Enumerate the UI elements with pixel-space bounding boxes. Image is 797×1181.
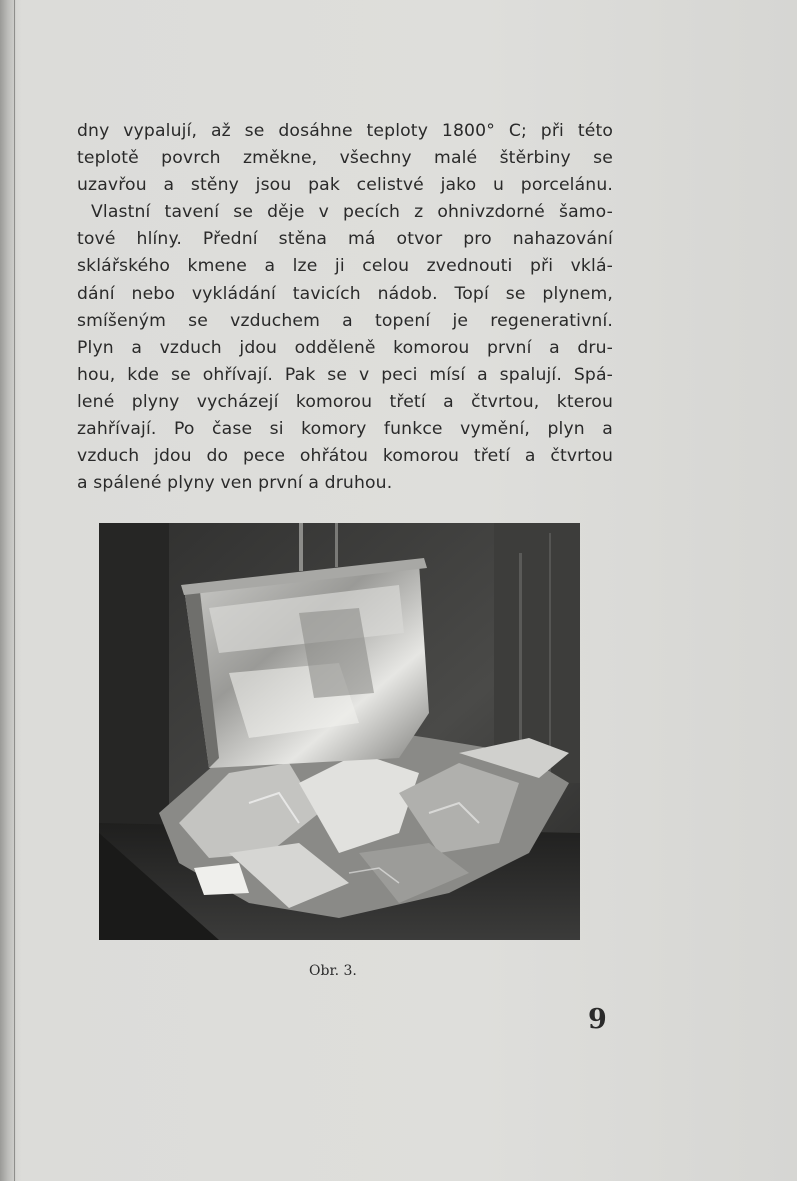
text-line: hou, kde se ohřívají. Pak se v peci mísí a spalují. Spá- bbox=[77, 364, 613, 385]
text-line: a spálené plyny ven první a druhou. bbox=[77, 473, 393, 494]
text-line: Plyn a vzduch jdou odděleně komorou první a dru- bbox=[77, 337, 613, 358]
text-line: lené plyny vycházejí komorou třetí a čtvrtou, kterou bbox=[77, 391, 613, 412]
page-number: 9 bbox=[588, 1004, 607, 1035]
text-line: dny vypalují, až se dosáhne teploty 1800° C; při této bbox=[77, 121, 613, 141]
body-text bbox=[77, 118, 613, 497]
text-line: Vlastní tavení se děje v pecích z ohnivzdorné šamo- bbox=[91, 202, 613, 223]
glass-melt-photograph bbox=[99, 523, 580, 940]
text-line: sklářského kmene a lze ji celou zvednouti při vklá- bbox=[77, 256, 613, 277]
text-line: tové hlíny. Přední stěna má otvor pro nahazování bbox=[77, 229, 613, 250]
binding-edge-line bbox=[14, 0, 15, 1181]
text-line: zahřívají. Po čase si komory funkce vymění, plyn a bbox=[77, 419, 613, 440]
text-line: uzavřou a stěny jsou pak celistvé jako u porcelánu. bbox=[77, 175, 613, 196]
figure-caption: Obr. 3. bbox=[309, 963, 357, 979]
text-line: teplotě povrch změkne, všechny malé štěrbiny se bbox=[77, 148, 613, 169]
text-line: dání nebo vykládání tavicích nádob. Topí se plynem, bbox=[77, 283, 613, 304]
photo-illustration bbox=[99, 523, 580, 940]
text-line: smíšeným se vzduchem a topení je regenerativní. bbox=[77, 310, 613, 331]
text-line: vzduch jdou do pece ohřátou komorou třetí a čtvrtou bbox=[77, 446, 613, 467]
